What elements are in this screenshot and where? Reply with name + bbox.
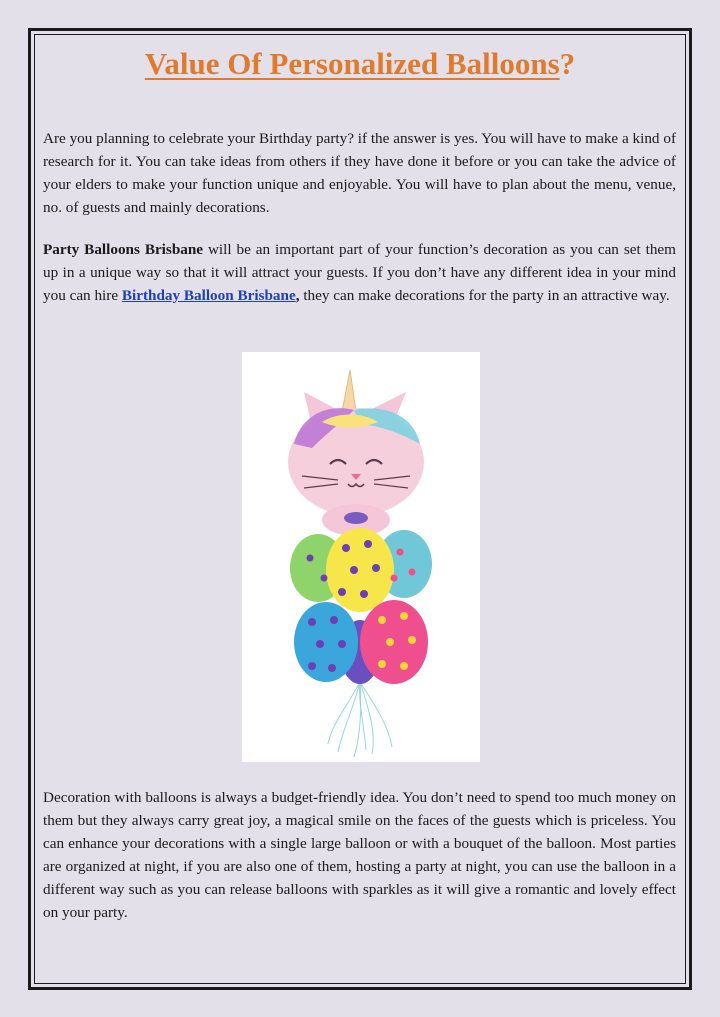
page-title-text: Value Of Personalized Balloons [144, 46, 560, 81]
unicorn-horn [342, 370, 356, 412]
page-title-suffix: ? [559, 46, 576, 81]
party-balloons-bold: Party Balloons Brisbane [43, 241, 204, 258]
cat-balloon [288, 370, 424, 536]
balloons-paragraph-text-b: they can make decorations for the party in an attractive way. [299, 287, 670, 304]
intro-paragraph: Are you planning to celebrate your Birthday party? if the answer is yes. You will have to make a kind of research for it. You can take ideas from others if they have done it before or you can take the advice of your elders to make your function unique and enjoyable. You will have to plan about the menu, venue, no. of guests and mainly decorations. [43, 130, 676, 216]
balloon-yellow [326, 528, 394, 612]
cat-collar [344, 512, 368, 524]
balloons-paragraph [43, 238, 676, 307]
balloon-bouquet-image [242, 352, 480, 762]
balloon-strings [328, 682, 392, 757]
birthday-balloon-link[interactable]: Birthday Balloon Brisbane [121, 287, 296, 304]
balloons-paragraph-text-a: will be an important part of your function’s decoration as you can set them up in a unique way so that it will attract your guests. If you don’t have any different idea in your mind you can hire [43, 241, 676, 304]
balloon-blue [294, 602, 358, 682]
decoration-paragraph: Decoration with balloons is always a budget-friendly idea. You don’t need to spend too much money on them but they always carry great joy, a magical smile on the faces of the guests which is priceless. You can enhance your decorations with a single large balloon or with a bouquet of the balloon. Most parties are organized at night, if you are also one of them, hosting a party at night, you can use the balloon in a different way such as you can release balloons with sparkles as it will give a romantic and lovely effect on your party. [43, 789, 676, 921]
link-comma: , [295, 287, 300, 304]
page-title [0, 46, 720, 82]
balloon-bouquet-illustration [242, 352, 480, 762]
